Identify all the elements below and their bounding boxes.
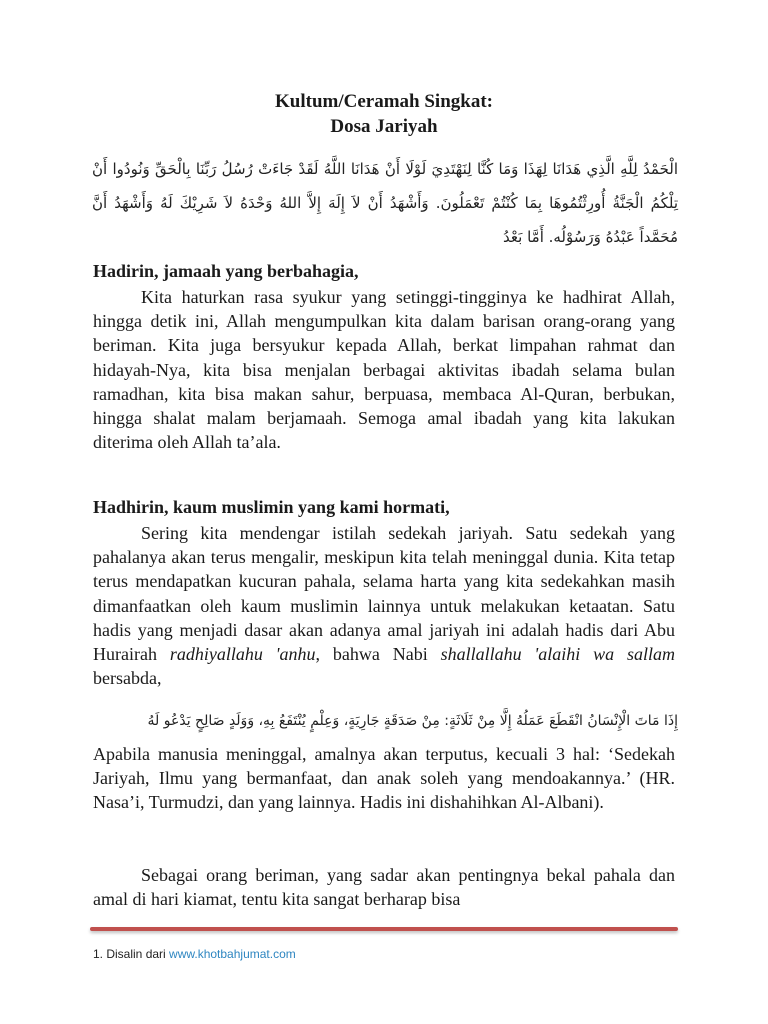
section2-heading: Hadhirin, kaum muslimin yang kami hormati, bbox=[93, 497, 450, 517]
hadith-translation-text: Apabila manusia meninggal, amalnya akan terputus, kecuali 3 hal: ‘Sedekah Jariyah, Ilmu yang bermanfaat, dan anak soleh yang mendoakannya.’ (HR. Nasa’i, Turmudzi, dan yang lainnya. Hadis ini dishahihkan Al-Albani). bbox=[93, 744, 675, 813]
section2-italic-shallallahu: shallallahu 'alaihi wa sallam bbox=[440, 644, 675, 665]
section2-text-middle: , bahwa Nabi bbox=[315, 644, 441, 665]
section2-paragraph bbox=[93, 521, 675, 690]
section2-italic-radhiyallahu: radhiyallahu 'anhu bbox=[169, 644, 316, 665]
closing-paragraph bbox=[93, 863, 675, 911]
section1-paragraph-text: Kita haturkan rasa syukur yang setinggi-tingginya ke hadhirat Allah, hingga detik ini, Allah mengumpulkan kita dalam barisan orang-orang yang beriman. Kita juga bersyukur kepada Allah, berkat limpahan rahmat dan hidayah-Nya, kita bisa menjalan berbagai aktivitas ibadah selama bulan ramadhan, kita bisa makan sahur, berpuasa, membaca Al-Quran, berbukan, hingga shalat malam berjamaah. Semoga amal ibadah yang kita lakukan diterima oleh Allah ta’ala. bbox=[93, 287, 675, 453]
footnote-divider bbox=[90, 927, 678, 931]
section2-text-start: Sering kita mendengar istilah sedekah jariyah. Satu sedekah yang pahalanya akan terus mengalir, meskipun kita telah meninggal dunia. Kita tetap terus mendapatkan kucuran pahala, selama harta yang kita sedekahkan masih dimanfaatkan oleh kaum muslimin lainnya untuk melakukan ketaatan. Satu hadis yang menjadi dasar akan adanya amal jariyah ini adalah hadis dari Abu Hurairah bbox=[93, 523, 675, 665]
closing-paragraph-text: Sebagai orang beriman, yang sadar akan pentingnya bekal pahala dan amal di hari kiamat, tentu kita sangat berharap bisa bbox=[93, 865, 675, 910]
section1-heading: Hadirin, jamaah yang berbahagia, bbox=[93, 261, 359, 281]
document-title-line1: Kultum/Ceramah Singkat: bbox=[275, 91, 493, 112]
opening-arabic-text: الْحَمْدُ لِلَّهِ الَّذِي هَدَانَا لِهَذَا وَمَا كُنَّا لِنَهْتَدِيَ لَوْلَا أَنْ هَدَانَا اللَّهُ لَقَدْ جَاءَتْ رُسُلُ رَبِّنَا بِالْحَقِّ وَنُودُوا أَنْ تِلْكُمُ الْجَنَّةُ أُورِثْتُمُوهَا بِمَا كُنْتُمْ تَعْمَلُونَ. وَأَشْهَدُ أَنْ لاَ إِلَهَ إِلاَّ اللهُ وَحْدَهُ لاَ شَرِيْكَ لَهُ وَأَشْهَدُ أَنَّ مُحَمَّداً عَبْدُهُ وَرَسُوْلُه. أَمَّا بَعْدُ bbox=[92, 160, 678, 246]
hadith-arabic-text: إِذَا مَاتَ الْإِنْسَانُ انْقَطَعَ عَمَلُهُ إِلَّا مِنْ ثَلَاثَةٍ: مِنْ صَدَقَةٍ جَارِيَةٍ، وَعِلْمٍ يُنْتَفَعُ بِهِ، وَوَلَدٍ صَالِحٍ يَدْعُو لَهُ bbox=[147, 713, 678, 729]
section2-text-end: bersabda, bbox=[93, 668, 162, 689]
footnote-link[interactable]: www.khotbahjumat.com bbox=[169, 947, 296, 961]
footnote-prefix: 1. Disalin dari bbox=[93, 947, 170, 961]
hadith-translation bbox=[93, 742, 675, 815]
document-title-line2: Dosa Jariyah bbox=[330, 116, 438, 137]
footnote bbox=[93, 947, 296, 961]
section1-paragraph bbox=[93, 285, 675, 454]
section2-paragraph-text bbox=[93, 521, 675, 690]
